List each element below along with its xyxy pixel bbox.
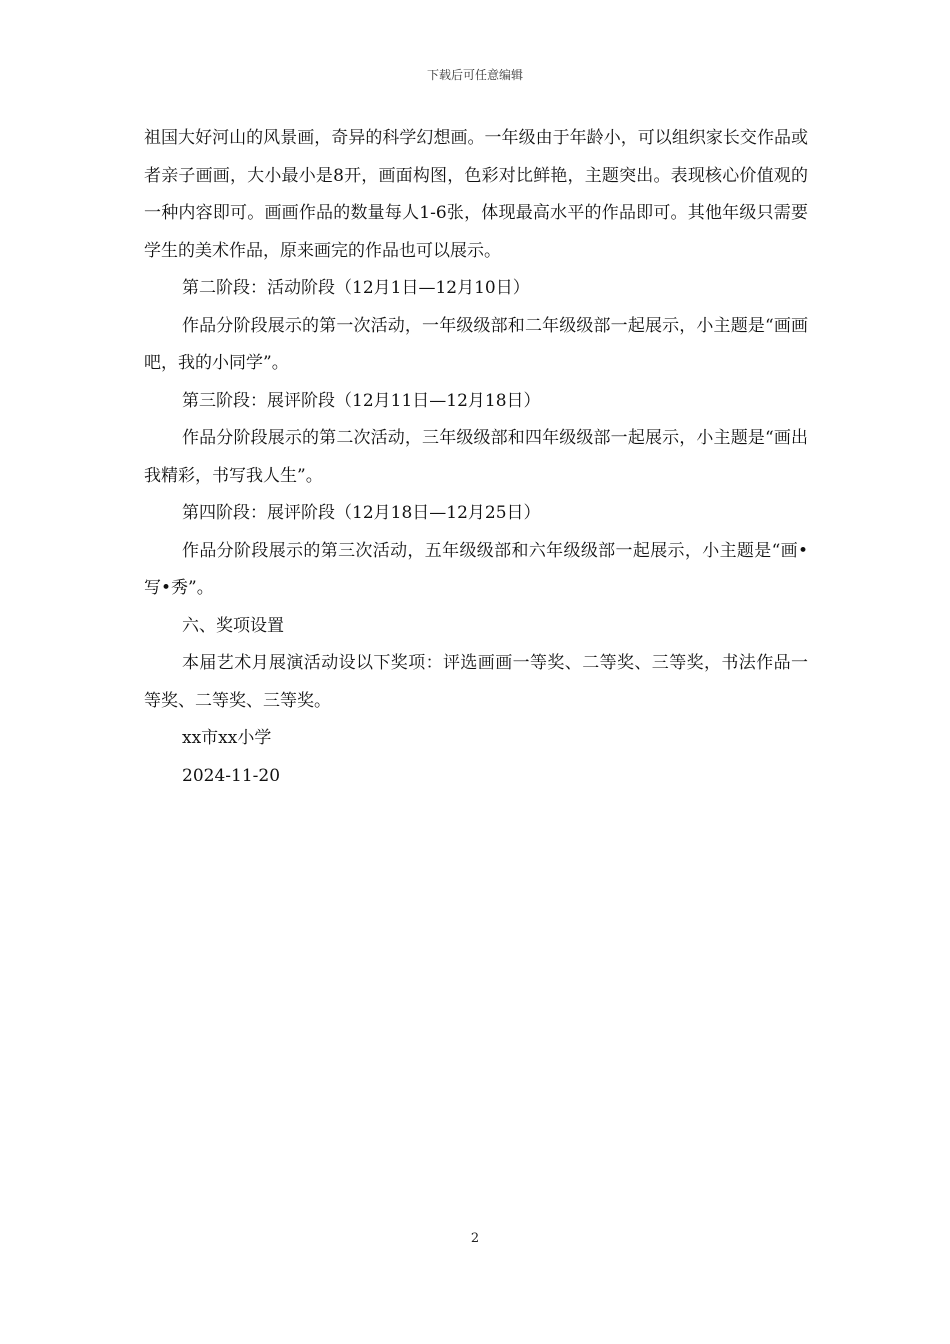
stage-four-description: 作品分阶段展示的第三次活动，五年级级部和六年级级部一起展示，小主题是“画•写•秀”。 <box>144 540 808 598</box>
page-header: 下载后可任意编辑 <box>426 68 523 82</box>
stage-two-description: 作品分阶段展示的第一次活动，一年级级部和二年级级部一起展示，小主题是“画画吧，我的小同学”。 <box>144 315 808 373</box>
stage-four-heading: 第四阶段：展评阶段（12月18日—12月25日） <box>182 503 541 523</box>
signature-school: xx市xx小学 <box>182 728 272 748</box>
stage-two-heading: 第二阶段：活动阶段（12月1日—12月10日） <box>182 278 530 298</box>
stage-three-heading: 第三阶段：展评阶段（12月11日—12月18日） <box>182 390 541 411</box>
page-number: 2 <box>470 1231 480 1246</box>
paragraph-continuation: 祖国大好河山的风景画，奇异的科学幻想画。一年级由于年龄小，可以组织家长交作品或者亲子画画，大小最小是8开，画面构图，色彩对比鲜艳，主题突出。表现核心价值观的一种内容即可。画画作品的数量每人1-6张，体现最高水平的作品即可。其他年级只需要学生的美术作品，原来画完的作品也可以展示。 <box>144 128 808 261</box>
stage-three-description: 作品分阶段展示的第二次活动，三年级级部和四年级级部一起展示，小主题是“画出我精彩，书写我人生”。 <box>144 428 808 486</box>
document-body <box>144 120 808 795</box>
signature-date: 2024-11-20 <box>182 765 281 786</box>
awards-section-heading: 六、奖项设置 <box>182 615 284 636</box>
awards-description: 本届艺术月展演活动设以下奖项：评选画画一等奖、二等奖、三等奖，书法作品一等奖、二等奖、三等奖。 <box>144 653 808 711</box>
